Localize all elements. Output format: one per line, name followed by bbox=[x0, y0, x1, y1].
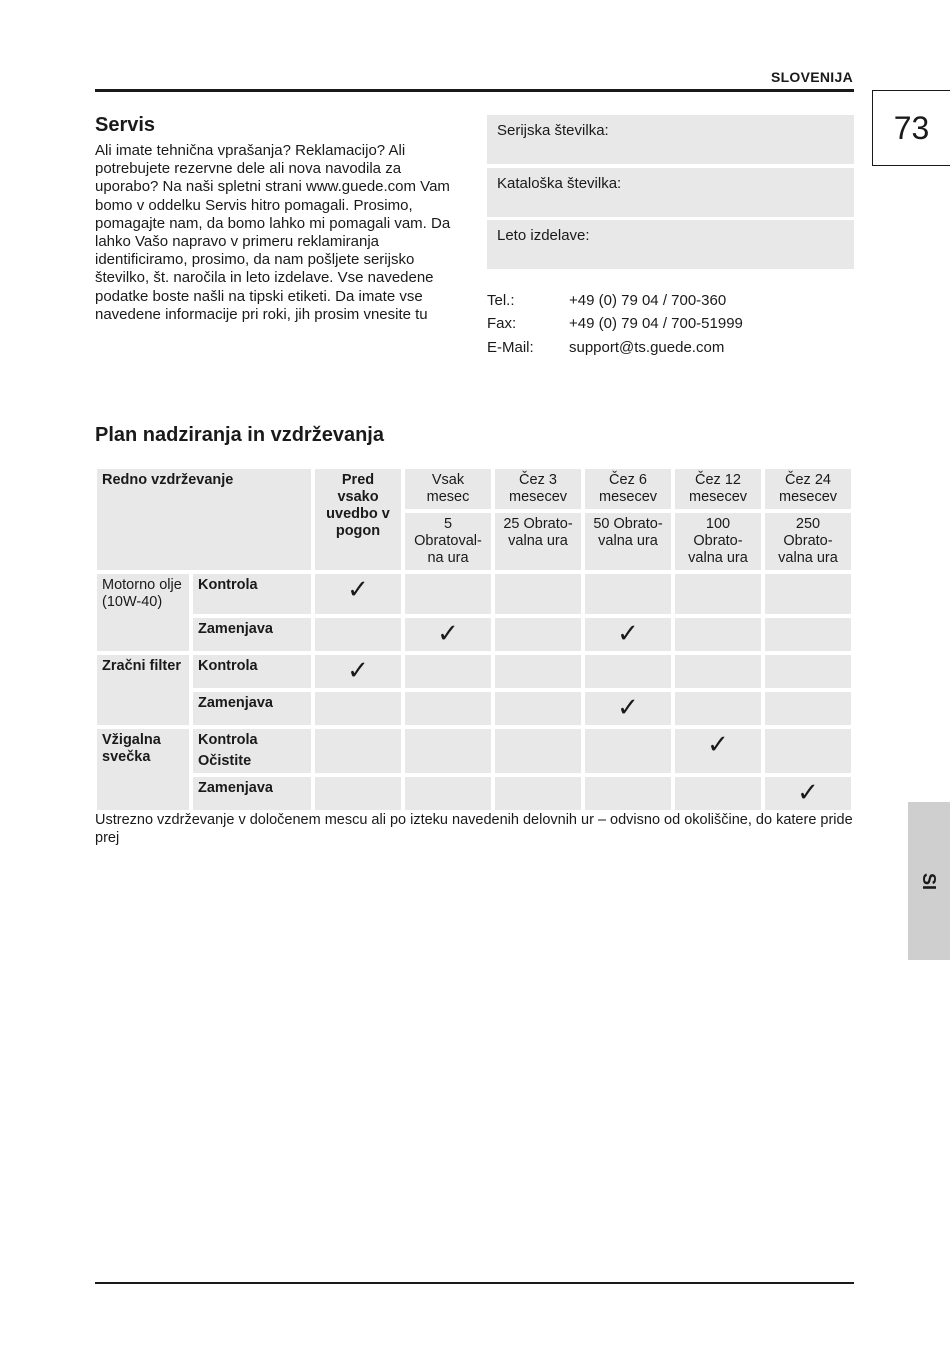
page-number: 73 bbox=[872, 90, 950, 166]
email-value[interactable]: support@ts.guede.com bbox=[569, 339, 725, 356]
phone-value: +49 (0) 79 04 / 700-360 bbox=[569, 292, 727, 309]
row-air-filter: Zračni filter bbox=[97, 655, 189, 725]
year-of-manufacture-field[interactable] bbox=[487, 220, 854, 269]
header-250-hours: 250 Obrato-valna ura bbox=[765, 513, 851, 570]
oil-replace-label: Zamenjava bbox=[193, 618, 311, 651]
air-filter-replace-6-months bbox=[585, 692, 671, 725]
contact-phone bbox=[487, 292, 726, 309]
check-mark-icon: ✓ bbox=[707, 730, 729, 760]
header-6-months: Čez 6 mesecev bbox=[585, 469, 671, 509]
header-50-hours: 50 Obrato-valna ura bbox=[585, 513, 671, 570]
header-100-hours: 100 Obrato-valna ura bbox=[675, 513, 761, 570]
maintenance-footnote: Ustrezno vzdrževanje v določenem mescu ali po izteku navedenih delovnih ur – odvisno od okoliščine, do katere pride prej bbox=[95, 812, 853, 846]
spark-plug-replace-24-months bbox=[765, 777, 851, 810]
language-side-tab bbox=[908, 802, 950, 960]
header-24-months: Čez 24 mesecev bbox=[765, 469, 851, 509]
header-every-month: Vsak mesec bbox=[405, 469, 491, 509]
engine-oil-label: Motorno olje bbox=[102, 577, 182, 593]
catalog-number-field[interactable] bbox=[487, 168, 854, 217]
air-filter-check-before-use bbox=[315, 655, 401, 688]
maintenance-table bbox=[93, 465, 855, 814]
header-5-hours: 5 Obratoval-na ura bbox=[405, 513, 491, 570]
spark-plug-clean-label: Očistite bbox=[198, 753, 252, 769]
contact-fax bbox=[487, 315, 743, 332]
year-label: Leto izdelave: bbox=[497, 227, 590, 244]
side-tab-label: SI bbox=[919, 872, 940, 890]
check-mark-icon: ✓ bbox=[617, 693, 639, 723]
header-25-hours: 25 Obrato-valna ura bbox=[495, 513, 581, 570]
oil-check-before-use bbox=[315, 574, 401, 614]
check-mark-icon: ✓ bbox=[437, 619, 459, 649]
check-mark-icon: ✓ bbox=[347, 656, 369, 686]
header-3-months: Čez 3 mesecev bbox=[495, 469, 581, 509]
catalog-number-label: Kataloška številka: bbox=[497, 175, 622, 192]
air-filter-check-label: Kontrola bbox=[193, 655, 311, 688]
check-mark-icon: ✓ bbox=[797, 778, 819, 808]
phone-label: Tel.: bbox=[487, 292, 515, 309]
serial-number-field[interactable] bbox=[487, 115, 854, 164]
fax-value: +49 (0) 79 04 / 700-51999 bbox=[569, 315, 743, 332]
oil-replace-monthly bbox=[405, 618, 491, 651]
spark-plug-check-label: Kontrola bbox=[198, 732, 258, 748]
plan-heading: Plan nadziranja in vzdrževanja bbox=[95, 424, 384, 446]
row-spark-plug: Vžigalna svečka bbox=[97, 729, 189, 810]
oil-replace-6-months bbox=[585, 618, 671, 651]
fax-label: Fax: bbox=[487, 315, 517, 332]
spark-plug-replace-label: Zamenjava bbox=[193, 777, 311, 810]
engine-oil-spec: (10W-40) bbox=[102, 594, 163, 610]
spark-plug-check-clean bbox=[193, 729, 311, 773]
check-mark-icon: ✓ bbox=[347, 575, 369, 605]
header-regular-maintenance: Redno vzdrževanje bbox=[97, 469, 311, 570]
serial-number-label: Serijska številka: bbox=[497, 122, 609, 139]
header-12-months: Čez 12 mesecev bbox=[675, 469, 761, 509]
header-before-use: Pred vsako uvedbo v pogon bbox=[315, 469, 401, 570]
spark-plug-check-12-months bbox=[675, 729, 761, 773]
email-label: E-Mail: bbox=[487, 339, 534, 356]
air-filter-replace-label: Zamenjava bbox=[193, 692, 311, 725]
oil-check-label: Kontrola bbox=[193, 574, 311, 614]
check-mark-icon: ✓ bbox=[617, 619, 639, 649]
servis-paragraph: Ali imate tehnična vprašanja? Reklamacijo? Ali potrebujete rezervne dele ali nova navodila za uporabo? Na naši spletni strani www.guede.com Vam bomo v oddelku Servis hitro pomagali. Prosimo, pomagajte nam, da bomo lahko mi pomagali vam. Da lahko Vašo napravo v primeru reklamiranja identificiramo, prosimo, da nam pošljete serijsko številko, št. naročila in leto izdelave. Vse navedene podatke boste našli na tipski etiketi. Da imate vse navedene informacije pri roki, jih prosim vnesite tu bbox=[95, 142, 451, 323]
language-label: SLOVENIJA bbox=[770, 69, 853, 85]
row-engine-oil bbox=[97, 574, 189, 651]
top-divider bbox=[95, 89, 854, 92]
servis-heading: Servis bbox=[95, 114, 156, 136]
bottom-divider bbox=[95, 1282, 854, 1284]
contact-email bbox=[487, 339, 724, 356]
